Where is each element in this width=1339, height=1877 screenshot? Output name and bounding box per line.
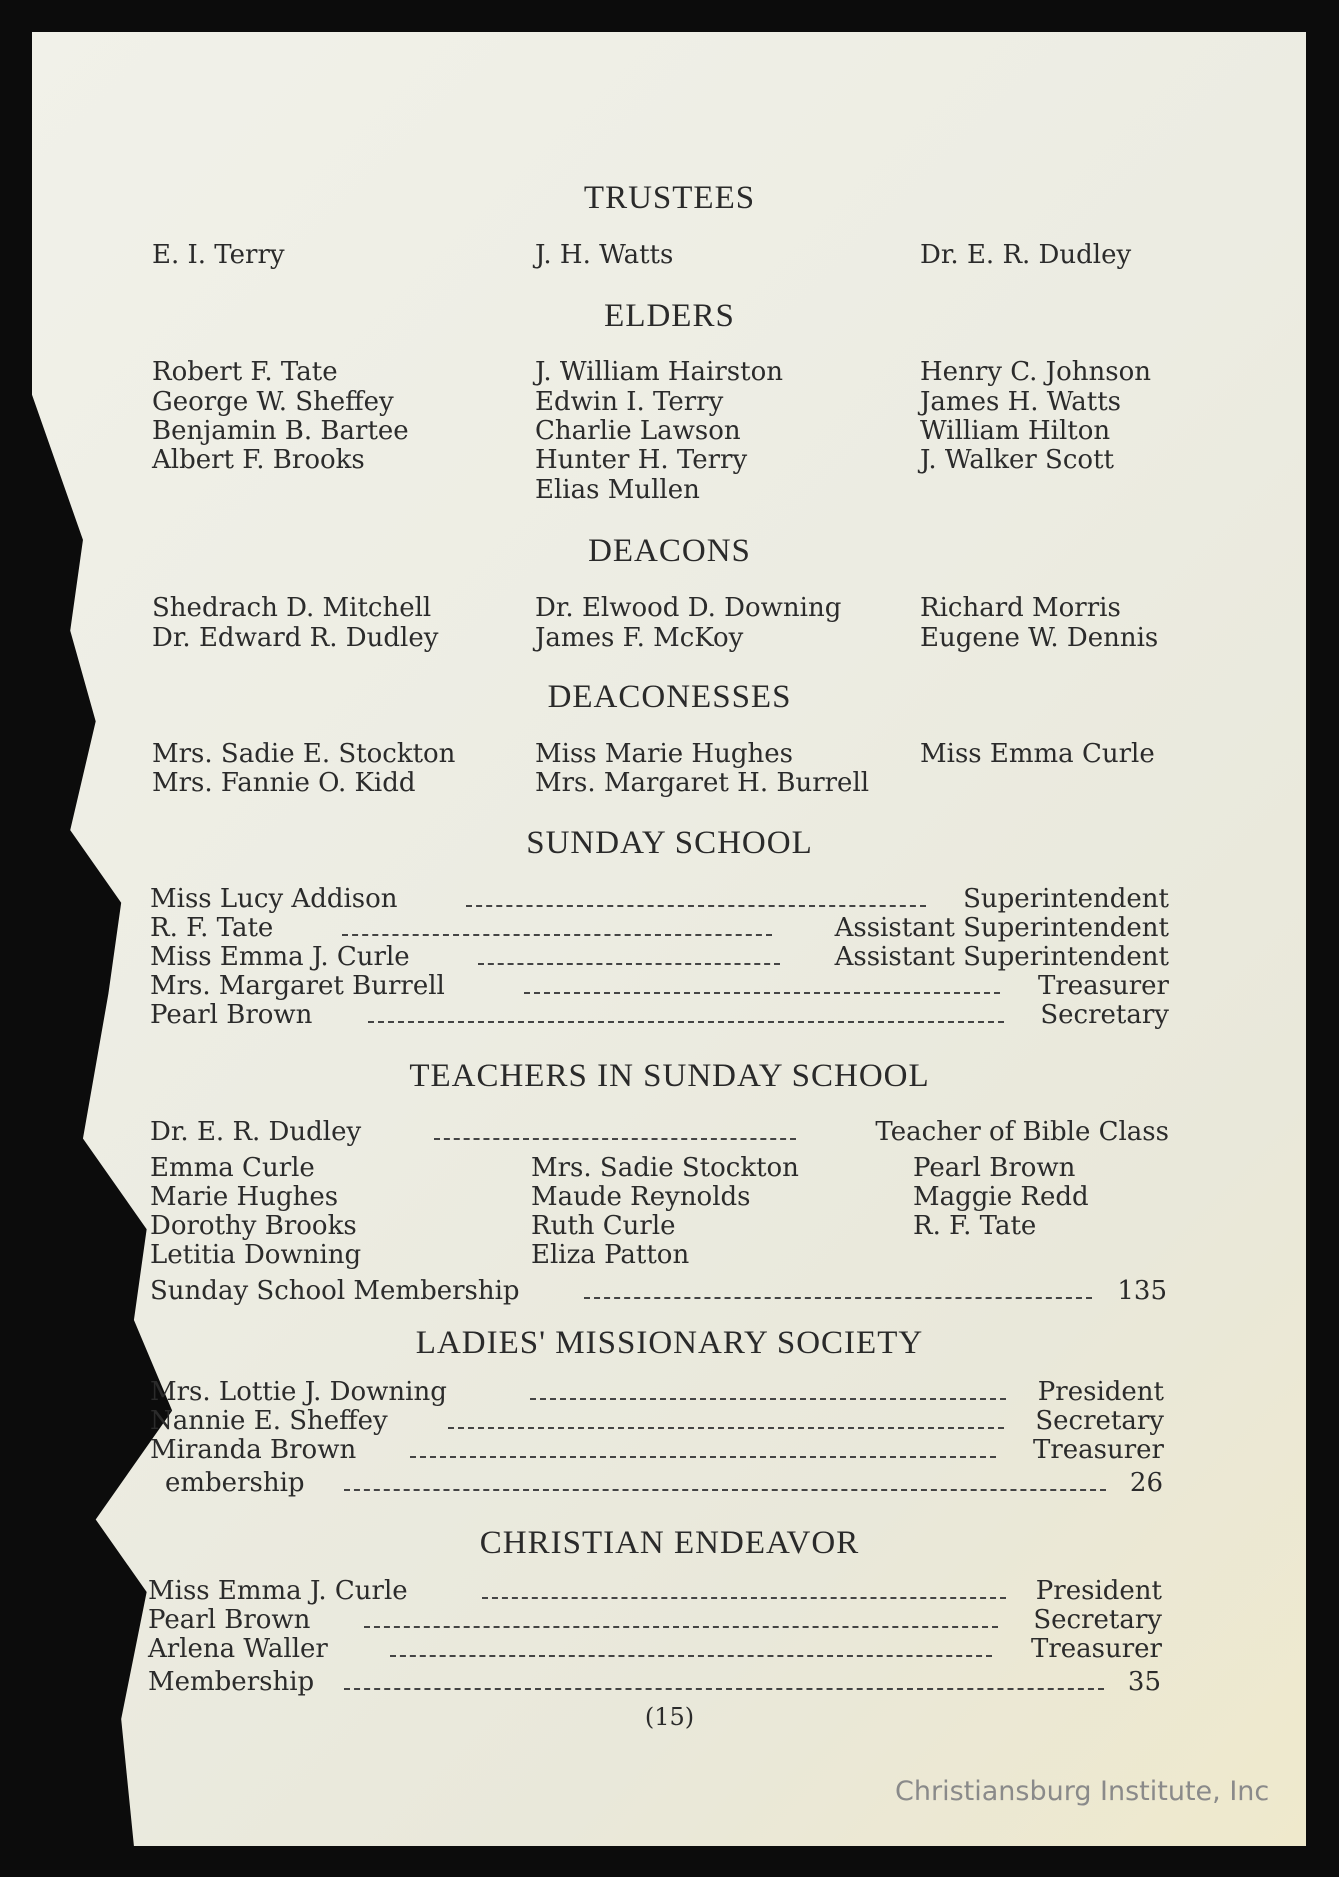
deaconess-name: Miss Emma Curle	[920, 739, 1155, 769]
elders-row	[0, 387, 1339, 417]
leader-dots	[364, 1625, 998, 1628]
deaconess-name: Mrs. Sadie E. Stockton	[152, 739, 456, 769]
officer-name: Miranda Brown	[150, 1435, 357, 1465]
teacher-name: R. F. Tate	[913, 1211, 1037, 1241]
leader-dots	[344, 1488, 1106, 1491]
teachers-row	[0, 1182, 1339, 1212]
officer-row	[0, 971, 1339, 1001]
teacher-name: Maggie Redd	[913, 1182, 1089, 1212]
officer-name: Miss Emma J. Curle	[150, 942, 410, 972]
deacons-row	[0, 593, 1339, 623]
teacher-name: Emma Curle	[150, 1153, 315, 1183]
elder-name: J. Walker Scott	[920, 445, 1114, 475]
officer-name: Miss Emma J. Curle	[148, 1576, 408, 1606]
leader-dots	[584, 1296, 1092, 1299]
deaconess-name: Mrs. Fannie O. Kidd	[152, 768, 416, 798]
officer-row	[0, 1406, 1339, 1436]
elders-row	[0, 475, 1339, 505]
deaconess-name: Miss Marie Hughes	[535, 739, 793, 769]
endeavor-heading: CHRISTIAN ENDEAVOR	[479, 1525, 860, 1561]
teacher-role: Teacher of Bible Class	[875, 1117, 1169, 1147]
officer-name: R. F. Tate	[150, 913, 274, 943]
trustees-heading: TRUSTEES	[583, 180, 756, 216]
membership-value: 26	[1129, 1468, 1163, 1498]
teachers-heading: TEACHERS IN SUNDAY SCHOOL	[409, 1058, 930, 1094]
elder-name: Benjamin B. Bartee	[152, 416, 409, 446]
trustee-name: Dr. E. R. Dudley	[920, 240, 1132, 270]
leader-dots	[344, 1687, 1104, 1690]
elder-name: Hunter H. Terry	[535, 445, 748, 475]
sunday-school-heading: SUNDAY SCHOOL	[526, 825, 813, 861]
officer-name: Mrs. Lottie J. Downing	[150, 1377, 447, 1407]
teachers-row	[0, 1240, 1339, 1270]
page-number: (15)	[644, 1703, 695, 1731]
leader-dots	[390, 1654, 992, 1657]
membership-row	[0, 1468, 1339, 1498]
deacon-name: Shedrach D. Mitchell	[152, 593, 432, 623]
officer-name: Nannie E. Sheffey	[150, 1406, 388, 1436]
membership-label: embership	[165, 1468, 305, 1498]
teacher-name: Marie Hughes	[150, 1182, 339, 1212]
trustees-row	[0, 240, 1339, 270]
officer-role: Treasurer	[1038, 971, 1169, 1001]
leader-dots	[524, 991, 1000, 994]
teacher-name: Pearl Brown	[913, 1153, 1076, 1183]
leader-dots	[342, 933, 772, 936]
officer-role: Superintendent	[963, 884, 1169, 914]
leader-dots	[482, 1596, 1006, 1599]
deacon-name: Richard Morris	[920, 593, 1121, 623]
teacher-lead-row	[0, 1117, 1339, 1147]
officer-row	[0, 942, 1339, 972]
leader-dots	[448, 1426, 1004, 1429]
officer-role: Assistant Superintendent	[834, 913, 1169, 943]
officer-row	[0, 1377, 1339, 1407]
deaconesses-heading: DEACONESSES	[547, 679, 792, 715]
teacher-name: Ruth Curle	[531, 1211, 676, 1241]
elder-name: J. William Hairston	[535, 357, 783, 387]
officer-name: Mrs. Margaret Burrell	[150, 971, 445, 1001]
officer-name: Arlena Waller	[148, 1634, 328, 1664]
elder-name: Henry C. Johnson	[920, 357, 1151, 387]
officer-row	[0, 1634, 1339, 1664]
officer-name: Miss Lucy Addison	[150, 884, 398, 914]
officer-role: Treasurer	[1033, 1435, 1164, 1465]
teacher-name: Mrs. Sadie Stockton	[531, 1153, 799, 1183]
elder-name: William Hilton	[920, 416, 1111, 446]
elder-name: George W. Sheffey	[152, 387, 394, 417]
elders-row	[0, 445, 1339, 475]
officer-row	[0, 1435, 1339, 1465]
elder-name: Robert F. Tate	[152, 357, 338, 387]
leader-dots	[466, 904, 926, 907]
officer-row	[0, 1605, 1339, 1635]
watermark: Christiansburg Institute, Inc	[895, 1776, 1270, 1807]
officer-row	[0, 1000, 1339, 1030]
missionary-heading: LADIES' MISSIONARY SOCIETY	[415, 1325, 924, 1361]
officer-row	[0, 884, 1339, 914]
deacons-heading: DEACONS	[588, 533, 751, 569]
leader-dots	[434, 1137, 796, 1140]
membership-row	[0, 1276, 1339, 1306]
deacons-row	[0, 623, 1339, 653]
teacher-name: Dorothy Brooks	[150, 1211, 357, 1241]
membership-label: Sunday School Membership	[150, 1276, 520, 1306]
elders-row	[0, 357, 1339, 387]
deaconesses-row	[0, 739, 1339, 769]
membership-row	[0, 1667, 1339, 1697]
deacon-name: James F. McKoy	[535, 623, 744, 653]
officer-row	[0, 913, 1339, 943]
elder-name: Charlie Lawson	[535, 416, 741, 446]
deacon-name: Dr. Elwood D. Downing	[535, 593, 842, 623]
teachers-row	[0, 1211, 1339, 1241]
elder-name: Edwin I. Terry	[535, 387, 724, 417]
officer-role: Assistant Superintendent	[834, 942, 1169, 972]
teacher-name: Maude Reynolds	[531, 1182, 751, 1212]
teachers-row	[0, 1153, 1339, 1183]
officer-role: President	[1037, 1377, 1164, 1407]
officer-role: Secretary	[1033, 1605, 1162, 1635]
elder-name: James H. Watts	[920, 387, 1121, 417]
officer-role: President	[1035, 1576, 1162, 1606]
leader-dots	[530, 1397, 1006, 1400]
officer-role: Secretary	[1035, 1406, 1164, 1436]
deaconess-name: Mrs. Margaret H. Burrell	[535, 768, 870, 798]
teacher-name: Dr. E. R. Dudley	[150, 1117, 362, 1147]
membership-value: 135	[1117, 1276, 1167, 1306]
leader-dots	[478, 962, 780, 965]
trustee-name: E. I. Terry	[152, 240, 285, 270]
teacher-name: Eliza Patton	[531, 1240, 690, 1270]
teacher-name: Letitia Downing	[150, 1240, 362, 1270]
deaconesses-row	[0, 768, 1339, 798]
elders-row	[0, 416, 1339, 446]
officer-name: Pearl Brown	[148, 1605, 311, 1635]
trustee-name: J. H. Watts	[535, 240, 674, 270]
membership-value: 35	[1127, 1667, 1161, 1697]
elder-name: Albert F. Brooks	[152, 445, 365, 475]
officer-role: Secretary	[1040, 1000, 1169, 1030]
elder-name: Elias Mullen	[535, 475, 700, 505]
deacon-name: Eugene W. Dennis	[920, 623, 1159, 653]
leader-dots	[368, 1020, 1004, 1023]
officer-role: Treasurer	[1031, 1634, 1162, 1664]
deacon-name: Dr. Edward R. Dudley	[152, 623, 439, 653]
elders-heading: ELDERS	[604, 298, 735, 334]
leader-dots	[410, 1455, 996, 1458]
officer-row	[0, 1576, 1339, 1606]
membership-label: Membership	[148, 1667, 315, 1697]
officer-name: Pearl Brown	[150, 1000, 313, 1030]
